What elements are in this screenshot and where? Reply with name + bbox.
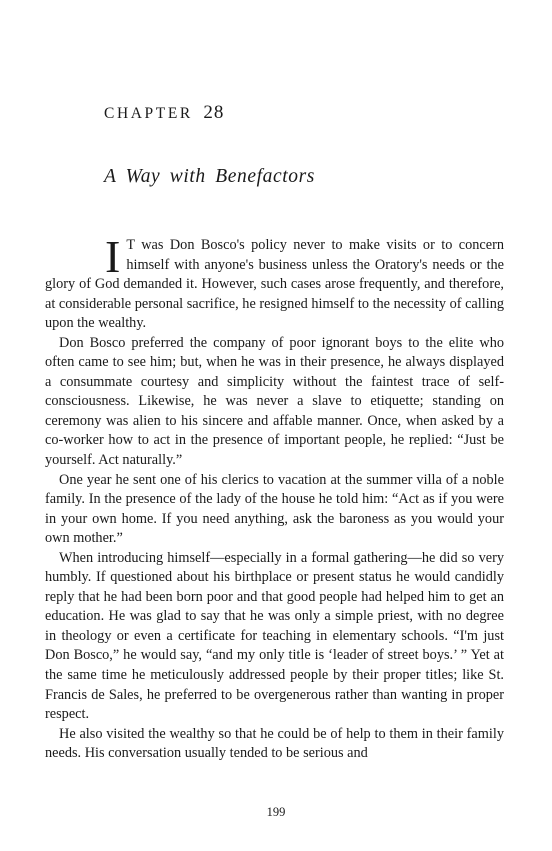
page-number: 199: [266, 805, 286, 819]
body-text: [45, 231, 504, 764]
paragraph-5: He also visited the wealthy so that he could be of help to them in their family needs. His conversation usually tended to be serious and: [45, 725, 504, 762]
paragraph-3: One year he sent one of his clerics to vacation at the summer villa of a noble family. In the presence of the lady of the house he told him: “Act as if you were in your own home. If you need anything, ask the baroness as you would your own mother.”: [45, 471, 504, 547]
paragraph-1: [45, 231, 504, 334]
chapter-label: CHAPTER: [104, 105, 193, 122]
chapter-title: A Way with Benefactors: [104, 166, 315, 187]
chapter-heading: [104, 102, 224, 124]
chapter-number: 28: [203, 102, 225, 123]
paragraph-4: When introducing himself—especially in a formal gathering—he did so very humbly. If questioned about his birthplace or present status he would candidly reply that he had been born poor and that good people had helped him to get an education. He was glad to say that he was only a simple priest, with no degree in theology or even a certificate for teaching in elementary schools. “I'm just Don Bosco,” he would say, “and my only title is ‘leader of street boys.’ ” Yet at the same time he meticulously addressed people by their proper titles; like St. Francis de Sales, he preferred to be overgenerous rather than wanting in proper respect.: [45, 549, 504, 723]
paragraph-2: Don Bosco preferred the company of poor ignorant boys to the elite who often came to see him; but, when he was in their presence, he always displayed a consummate courtesy and simplicity without the faintest trace of self-consciousness. Likewise, he was never a slave to etiquette; standing on ceremony was alien to his sincere and affable manner. Once, when asked by a co-worker how to act in the presence of important people, he replied: “Just be yourself. Act naturally.”: [45, 334, 504, 469]
paragraph-1-text: T was Don Bosco's policy never to make visits or to concern himself with anyone's business unless the Oratory's needs or the glory of God demanded it. However, such cases arose frequently, and therefore, at considerable personal sacrifice, he resigned himself to the necessity of calling upon the wealthy.: [45, 237, 504, 332]
drop-cap: I: [105, 231, 121, 282]
